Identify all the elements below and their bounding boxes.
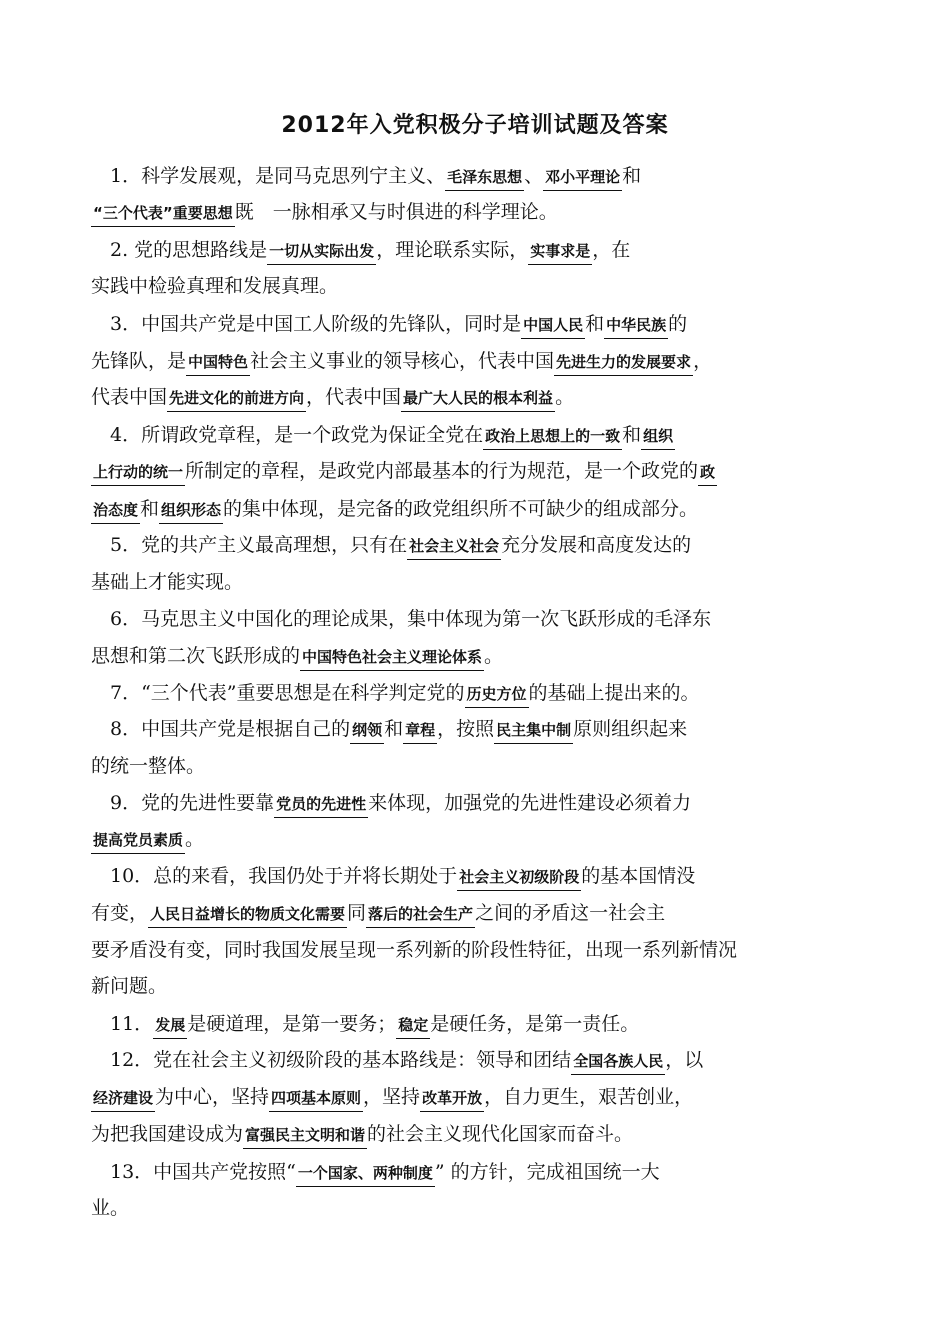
- question-text: 13．中国共产党按照“: [91, 1161, 296, 1183]
- question-text: 思想和第二次飞跃形成的: [91, 645, 301, 667]
- question-text: 要矛盾没有变，同时我国发展呈现一系列新的阶段性特征，出现一系列新情况: [91, 939, 738, 961]
- answer-blank: 党员的先进性: [274, 791, 368, 818]
- text-line: [91, 1193, 129, 1223]
- answer-blank: 社会主义社会: [407, 533, 501, 560]
- question-text: 6．马克思主义中国化的理论成果，集中体现为第一次飞跃形成的毛泽东: [91, 608, 712, 630]
- answer-blank: 一个国家、两种制度: [296, 1160, 435, 1187]
- text-line: [91, 788, 691, 818]
- answer-blank: 先进生力的发展要求: [554, 349, 693, 376]
- question-text: ，在: [592, 239, 631, 261]
- question-text: 和: [140, 498, 160, 520]
- question-text: ，以: [665, 1049, 704, 1071]
- answer-blank: 经济建设: [91, 1085, 155, 1112]
- answer-blank: 中国人民: [521, 312, 585, 339]
- question-text: 为把我国建设成为: [91, 1123, 244, 1145]
- text-line: [91, 494, 698, 524]
- text-line: [91, 1157, 660, 1187]
- answer-blank: 改革开放: [420, 1085, 484, 1112]
- question-text: ，理论联系实际，: [376, 239, 529, 261]
- answer-blank: 先进文化的前进方向: [167, 385, 306, 412]
- text-line: [91, 898, 665, 928]
- question-text: ，: [693, 350, 713, 372]
- answer-blank: 人民日益增长的物质文化需要: [148, 901, 347, 928]
- text-line: [91, 971, 167, 1001]
- answer-blank: 邓小平理论: [543, 164, 622, 191]
- question-text: 是硬任务，是第一责任。: [430, 1013, 640, 1035]
- answer-blank: 毛泽东思想: [445, 164, 524, 191]
- question-text: ” 的方针，完成祖国统一大: [434, 1161, 660, 1183]
- text-line: [91, 530, 691, 560]
- question-text: 来体现，加强党的先进性建设必须着力: [368, 792, 692, 814]
- answer-blank: 中国特色: [186, 349, 250, 376]
- answer-blank: “三个代表”重要思想: [91, 200, 235, 227]
- answer-blank: 上行动的统一: [91, 459, 185, 486]
- text-line: [91, 751, 205, 781]
- answer-blank: 章程: [403, 717, 437, 744]
- question-text: 之间的矛盾这一社会主: [475, 902, 666, 924]
- answer-blank: 富强民主文明和谐: [243, 1122, 367, 1149]
- question-text: 和: [622, 165, 642, 187]
- question-text: 是硬道理，是第一要务；: [187, 1013, 397, 1035]
- answer-blank: 社会主义初级阶段: [457, 864, 581, 891]
- text-line: [91, 197, 558, 227]
- question-text: 、: [524, 165, 544, 187]
- question-text: 充分发展和高度发达的: [501, 534, 692, 556]
- question-text: 先锋队，是: [91, 350, 187, 372]
- question-text: 代表中国: [91, 386, 168, 408]
- text-line: [91, 641, 503, 671]
- text-line: [91, 271, 338, 301]
- question-text: 有变，: [91, 902, 149, 924]
- question-text: 11．: [91, 1013, 154, 1035]
- question-text: 的基础上提出来的。: [528, 682, 700, 704]
- question-text: 7．“三个代表”重要思想是在科学判定党的: [91, 682, 465, 704]
- answer-blank: 稳定: [396, 1012, 430, 1039]
- text-line: [91, 567, 243, 597]
- question-text: ，代表中国: [306, 386, 402, 408]
- text-line: [91, 420, 675, 450]
- question-text: 4．所谓政党章程，是一个政党为保证全党在: [91, 424, 484, 446]
- answer-blank: 组织: [641, 423, 675, 450]
- answer-blank: 政: [698, 459, 717, 486]
- text-line: [91, 678, 700, 708]
- answer-blank: 一切从实际出发: [267, 238, 376, 265]
- text-line: [91, 1045, 703, 1075]
- question-text: 和: [384, 718, 404, 740]
- text-line: [91, 1082, 693, 1112]
- question-text: 5．党的共产主义最高理想，只有在: [91, 534, 408, 556]
- text-line: [91, 1119, 633, 1149]
- answer-blank: 中华民族: [604, 312, 668, 339]
- question-text: 9．党的先进性要靠: [91, 792, 275, 814]
- answer-blank: 全国各族人民: [571, 1048, 665, 1075]
- answer-blank: 发展: [153, 1012, 187, 1039]
- question-text: 3．中国共产党是中国工人阶级的先锋队，同时是: [91, 313, 522, 335]
- question-text: 的统一整体。: [91, 755, 206, 777]
- text-line: [91, 604, 711, 634]
- answer-blank: 落后的社会生产: [366, 901, 475, 928]
- text-line: [91, 309, 687, 339]
- question-text: 业。: [91, 1197, 130, 1219]
- question-text: 和: [622, 424, 642, 446]
- answer-blank: 四项基本原则: [269, 1085, 363, 1112]
- answer-blank: 实事求是: [528, 238, 592, 265]
- question-text: 所制定的章程，是政党内部最基本的行为规范，是一个政党的: [185, 460, 699, 482]
- text-line: [91, 935, 737, 965]
- document-title: 2012年入党积极分子培训试题及答案: [281, 113, 669, 138]
- text-line: [91, 861, 695, 891]
- answer-blank: 民主集中制: [494, 717, 573, 744]
- question-text: 的: [668, 313, 688, 335]
- question-text: 既 一脉相承又与时俱进的科学理论。: [234, 201, 558, 223]
- text-line: [91, 161, 641, 191]
- question-text: ，坚持: [363, 1086, 421, 1108]
- question-text: ，自力更生，艰苦创业，: [484, 1086, 694, 1108]
- answer-blank: 提高党员素质: [91, 827, 185, 854]
- text-line: [91, 824, 204, 854]
- question-text: 12．党在社会主义初级阶段的基本路线是：领导和团结: [91, 1049, 572, 1071]
- question-text: 的基本国情没: [581, 865, 696, 887]
- text-line: [91, 382, 574, 412]
- question-text: 。: [555, 386, 575, 408]
- question-text: 10．总的来看，我国仍处于并将长期处于: [91, 865, 458, 887]
- question-text: 。: [484, 645, 504, 667]
- question-text: 。: [185, 828, 205, 850]
- answer-blank: 最广大人民的根本利益: [401, 385, 555, 412]
- question-text: ，按照: [437, 718, 495, 740]
- question-text: 新问题。: [91, 975, 168, 997]
- question-text: 和: [585, 313, 605, 335]
- question-text: 为中心，坚持: [155, 1086, 270, 1108]
- question-text: 基础上才能实现。: [91, 571, 244, 593]
- question-text: 8．中国共产党是根据自己的: [91, 718, 351, 740]
- question-text: 的社会主义现代化国家而奋斗。: [367, 1123, 634, 1145]
- answer-blank: 中国特色社会主义理论体系: [300, 644, 484, 671]
- text-line: [91, 1009, 639, 1039]
- answer-blank: 治态度: [91, 497, 140, 524]
- question-text: 原则组织起来: [573, 718, 688, 740]
- text-line: [91, 714, 687, 744]
- text-line: [91, 346, 712, 376]
- answer-blank: 政治上思想上的一致: [483, 423, 622, 450]
- question-text: 2. 党的思想路线是: [91, 239, 268, 261]
- text-line: [91, 456, 717, 486]
- question-text: 的集中体现，是完备的政党组织所不可缺少的组成部分。: [223, 498, 699, 520]
- question-text: 同: [347, 902, 367, 924]
- answer-blank: 组织形态: [159, 497, 223, 524]
- question-text: 1．科学发展观，是同马克思列宁主义、: [91, 165, 446, 187]
- text-line: [91, 235, 630, 265]
- question-text: 社会主义事业的领导核心，代表中国: [250, 350, 555, 372]
- answer-blank: 历史方位: [465, 681, 529, 708]
- question-text: 实践中检验真理和发展真理。: [91, 275, 339, 297]
- answer-blank: 纲领: [350, 717, 384, 744]
